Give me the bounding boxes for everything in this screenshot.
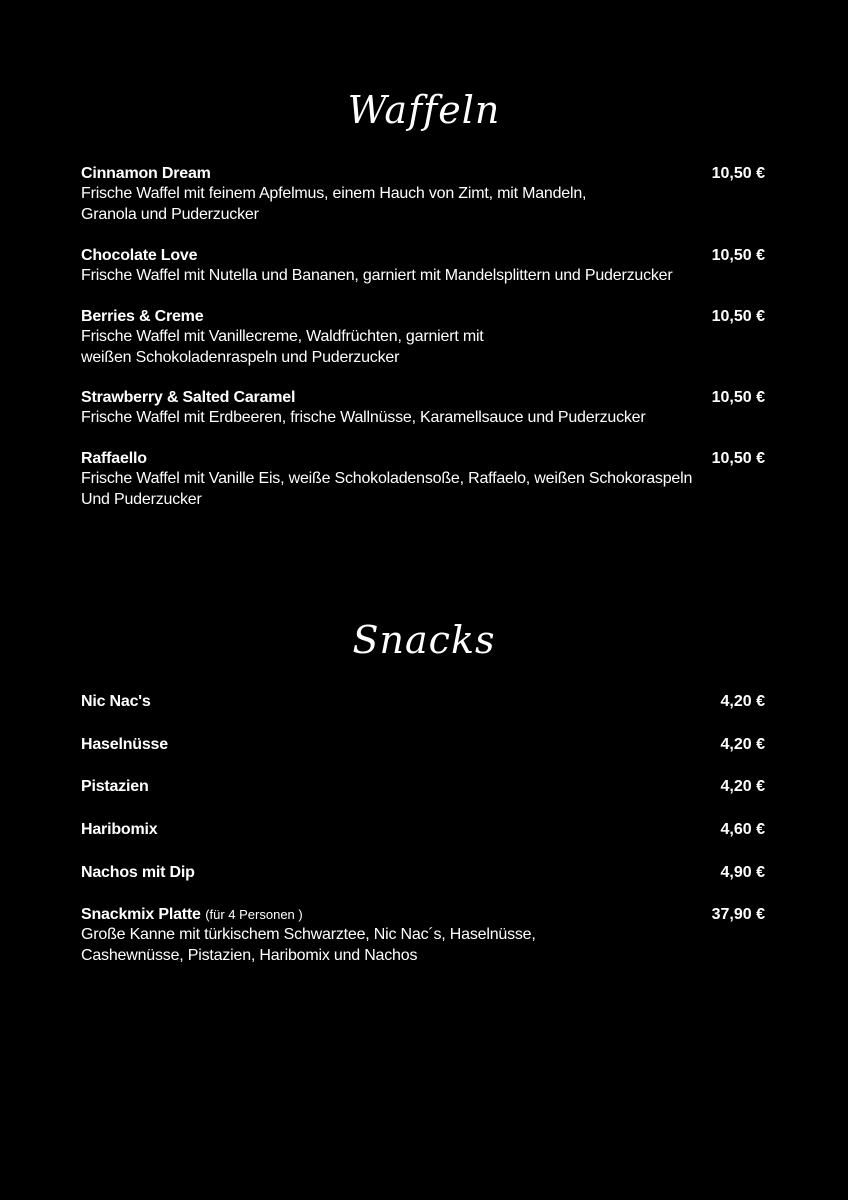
item-price: 4,60 € xyxy=(720,821,765,838)
item-price: 4,20 € xyxy=(720,693,765,710)
item-name: Nic Nac's xyxy=(81,693,151,710)
menu-item-chocolate-love xyxy=(81,246,765,287)
snacks-title: Snacks xyxy=(352,618,496,662)
menu-item-haribomix xyxy=(81,820,765,840)
item-price: 10,50 € xyxy=(711,308,765,325)
item-price: 10,50 € xyxy=(711,450,765,467)
item-description: Frische Waffel mit feinem Apfelmus, einem Hauch von Zimt, mit Mandeln, Granola und Puderzucker xyxy=(81,185,587,223)
item-description: Frische Waffel mit Vanillecreme, Waldfrüchten, garniert mit weißen Schokoladenraspeln und Puderzucker xyxy=(81,328,484,366)
menu-item-haselnuesse xyxy=(81,735,765,755)
item-price: 10,50 € xyxy=(711,165,765,182)
menu-item-cinnamon-dream xyxy=(81,164,765,225)
item-price: 4,20 € xyxy=(720,736,765,753)
item-price: 4,90 € xyxy=(720,864,765,881)
item-description: Frische Waffel mit Vanille Eis, weiße Schokoladensoße, Raffaelo, weißen Schokoraspeln Und Puderzucker xyxy=(81,470,693,508)
item-price: 37,90 € xyxy=(711,906,765,923)
item-price: 4,20 € xyxy=(720,778,765,795)
menu-item-nic-nacs xyxy=(81,692,765,712)
item-name: Haselnüsse xyxy=(81,736,168,753)
item-name: Chocolate Love xyxy=(81,247,198,264)
item-description: Frische Waffel mit Nutella und Bananen, garniert mit Mandelsplittern und Puderzucker xyxy=(81,267,673,284)
waffeln-title: Waffeln xyxy=(347,88,501,132)
item-name: Berries & Creme xyxy=(81,308,204,325)
item-price: 10,50 € xyxy=(711,389,765,406)
item-note: (für 4 Personen ) xyxy=(205,907,303,922)
menu-item-berries-creme xyxy=(81,307,765,368)
menu-item-pistazien xyxy=(81,777,765,797)
item-name: Cinnamon Dream xyxy=(81,165,211,182)
menu-item-snackmix-platte xyxy=(81,905,765,966)
item-name: Snackmix Platte xyxy=(81,906,201,923)
item-name: Strawberry & Salted Caramel xyxy=(81,389,296,406)
item-price: 10,50 € xyxy=(711,247,765,264)
item-description: Frische Waffel mit Erdbeeren, frische Wallnüsse, Karamellsauce und Puderzucker xyxy=(81,409,646,426)
item-name: Raffaello xyxy=(81,450,147,467)
item-name: Nachos mit Dip xyxy=(81,864,195,881)
item-name: Haribomix xyxy=(81,821,158,838)
menu-item-raffaello xyxy=(81,449,765,510)
item-description: Große Kanne mit türkischem Schwarztee, Nic Nac´s, Haselnüsse, Cashewnüsse, Pistazien, Haribomix und Nachos xyxy=(81,926,536,964)
item-name: Pistazien xyxy=(81,778,149,795)
menu-item-nachos-mit-dip xyxy=(81,863,765,883)
menu-item-strawberry-salted-caramel xyxy=(81,388,765,429)
